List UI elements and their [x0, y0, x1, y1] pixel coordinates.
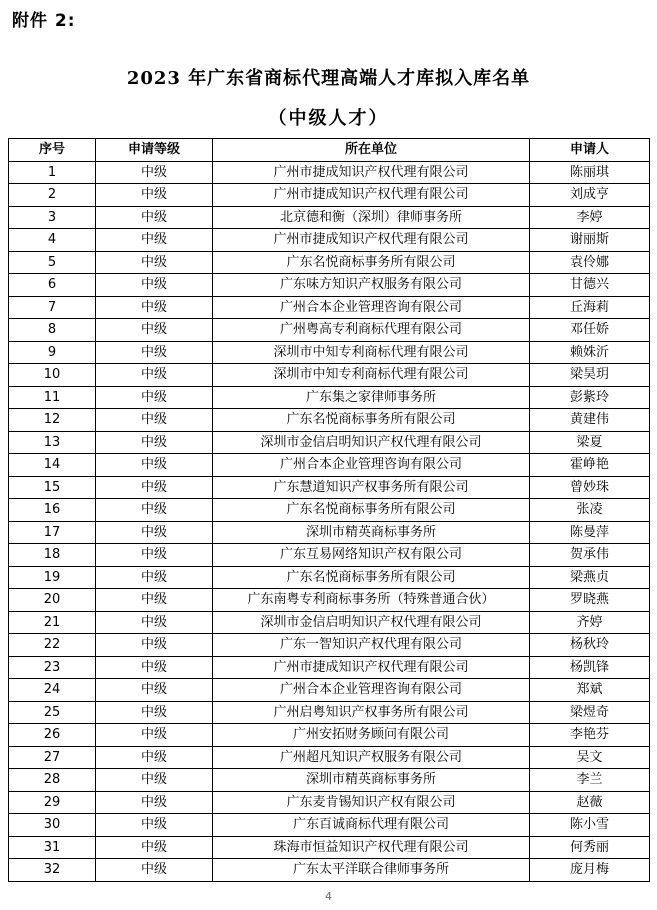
table-row: [9, 611, 650, 634]
header-level: 申请等级: [96, 139, 213, 162]
cell-level: 中级: [96, 814, 213, 837]
cell-organization: 广州合本企业管理咨询有限公司: [213, 296, 530, 319]
cell-applicant: 齐婷: [530, 611, 650, 634]
cell-index: 10: [9, 364, 96, 387]
cell-level: 中级: [96, 746, 213, 769]
cell-organization: 广东名悦商标事务所有限公司: [213, 499, 530, 522]
cell-applicant: 梁煜奇: [530, 701, 650, 724]
cell-organization: 珠海市恒益知识产权代理有限公司: [213, 836, 530, 859]
cell-organization: 广东慧道知识产权事务所有限公司: [213, 476, 530, 499]
table-row: [9, 499, 650, 522]
cell-applicant: 吴文: [530, 746, 650, 769]
cell-applicant: 贺承伟: [530, 544, 650, 567]
table-header-row: [9, 139, 650, 162]
cell-level: 中级: [96, 634, 213, 657]
cell-level: 中级: [96, 544, 213, 567]
cell-applicant: 谢丽斯: [530, 229, 650, 252]
table-row: [9, 724, 650, 747]
cell-organization: 广州合本企业管理咨询有限公司: [213, 679, 530, 702]
cell-level: 中级: [96, 679, 213, 702]
cell-applicant: 霍峥艳: [530, 454, 650, 477]
cell-applicant: 杨凯锋: [530, 656, 650, 679]
cell-index: 16: [9, 499, 96, 522]
cell-index: 3: [9, 206, 96, 229]
table-row: [9, 859, 650, 882]
cell-index: 12: [9, 409, 96, 432]
cell-level: 中级: [96, 454, 213, 477]
cell-organization: 深圳市精英商标事务所: [213, 769, 530, 792]
table-row: [9, 544, 650, 567]
cell-level: 中级: [96, 341, 213, 364]
cell-level: 中级: [96, 431, 213, 454]
cell-level: 中级: [96, 476, 213, 499]
cell-applicant: 张凌: [530, 499, 650, 522]
cell-applicant: 赵薇: [530, 791, 650, 814]
table-row: [9, 184, 650, 207]
cell-applicant: 杨秋玲: [530, 634, 650, 657]
cell-organization: 广东太平洋联合律师事务所: [213, 859, 530, 882]
cell-organization: 北京德和衡（深圳）律师事务所: [213, 206, 530, 229]
cell-level: 中级: [96, 274, 213, 297]
table-row: [9, 791, 650, 814]
cell-level: 中级: [96, 386, 213, 409]
cell-level: 中级: [96, 409, 213, 432]
cell-applicant: 邓任娇: [530, 319, 650, 342]
table-row: [9, 319, 650, 342]
cell-organization: 广东互易网络知识产权有限公司: [213, 544, 530, 567]
cell-organization: 深圳市金信启明知识产权代理有限公司: [213, 431, 530, 454]
cell-applicant: 甘德兴: [530, 274, 650, 297]
cell-applicant: 罗晓燕: [530, 589, 650, 612]
header-applicant: 申请人: [530, 139, 650, 162]
cell-level: 中级: [96, 364, 213, 387]
cell-level: 中级: [96, 251, 213, 274]
cell-level: 中级: [96, 769, 213, 792]
cell-index: 29: [9, 791, 96, 814]
cell-index: 27: [9, 746, 96, 769]
cell-index: 15: [9, 476, 96, 499]
cell-applicant: 曾妙珠: [530, 476, 650, 499]
cell-level: 中级: [96, 319, 213, 342]
cell-index: 20: [9, 589, 96, 612]
cell-level: 中级: [96, 791, 213, 814]
cell-organization: 广州市捷成知识产权代理有限公司: [213, 656, 530, 679]
cell-level: 中级: [96, 229, 213, 252]
cell-organization: 广东百诚商标代理有限公司: [213, 814, 530, 837]
cell-index: 14: [9, 454, 96, 477]
cell-index: 9: [9, 341, 96, 364]
cell-level: 中级: [96, 566, 213, 589]
table-row: [9, 589, 650, 612]
header-index: 序号: [9, 139, 96, 162]
table-row: [9, 566, 650, 589]
cell-applicant: 梁昊玥: [530, 364, 650, 387]
cell-index: 17: [9, 521, 96, 544]
cell-organization: 广州市捷成知识产权代理有限公司: [213, 161, 530, 184]
table-row: [9, 476, 650, 499]
cell-index: 8: [9, 319, 96, 342]
cell-applicant: 彭紫玲: [530, 386, 650, 409]
cell-organization: 深圳市中知专利商标代理有限公司: [213, 364, 530, 387]
cell-organization: 深圳市中知专利商标代理有限公司: [213, 341, 530, 364]
cell-organization: 广州安拓财务顾问有限公司: [213, 724, 530, 747]
candidate-table: [8, 138, 650, 882]
cell-organization: 广州市捷成知识产权代理有限公司: [213, 184, 530, 207]
cell-level: 中级: [96, 724, 213, 747]
cell-applicant: 庞月梅: [530, 859, 650, 882]
cell-organization: 广东一智知识产权代理有限公司: [213, 634, 530, 657]
cell-level: 中级: [96, 206, 213, 229]
cell-organization: 深圳市精英商标事务所: [213, 521, 530, 544]
cell-index: 22: [9, 634, 96, 657]
cell-applicant: 刘成亨: [530, 184, 650, 207]
table-row: [9, 701, 650, 724]
cell-index: 21: [9, 611, 96, 634]
cell-organization: 深圳市金信启明知识产权代理有限公司: [213, 611, 530, 634]
table-row: [9, 409, 650, 432]
cell-index: 5: [9, 251, 96, 274]
cell-index: 13: [9, 431, 96, 454]
cell-organization: 广州粤高专利商标代理有限公司: [213, 319, 530, 342]
cell-applicant: 赖姝沂: [530, 341, 650, 364]
cell-applicant: 梁夏: [530, 431, 650, 454]
header-organization: 所在单位: [213, 139, 530, 162]
cell-level: 中级: [96, 296, 213, 319]
table-row: [9, 341, 650, 364]
cell-applicant: 李艳芬: [530, 724, 650, 747]
cell-index: 30: [9, 814, 96, 837]
table-row: [9, 679, 650, 702]
table-row: [9, 521, 650, 544]
cell-organization: 广东名悦商标事务所有限公司: [213, 251, 530, 274]
table-row: [9, 814, 650, 837]
cell-index: 32: [9, 859, 96, 882]
cell-level: 中级: [96, 161, 213, 184]
cell-level: 中级: [96, 184, 213, 207]
cell-organization: 广州启粤知识产权事务所有限公司: [213, 701, 530, 724]
cell-index: 7: [9, 296, 96, 319]
cell-level: 中级: [96, 521, 213, 544]
cell-level: 中级: [96, 499, 213, 522]
table-row: [9, 161, 650, 184]
table-row: [9, 296, 650, 319]
cell-index: 23: [9, 656, 96, 679]
table-row: [9, 206, 650, 229]
cell-organization: 广州市捷成知识产权代理有限公司: [213, 229, 530, 252]
cell-index: 6: [9, 274, 96, 297]
cell-level: 中级: [96, 701, 213, 724]
cell-organization: 广东南粤专利商标事务所（特殊普通合伙）: [213, 589, 530, 612]
cell-index: 1: [9, 161, 96, 184]
table-row: [9, 454, 650, 477]
document-title: 2023 年广东省商标代理高端人才库拟入库名单: [126, 68, 531, 89]
cell-applicant: 袁伶娜: [530, 251, 650, 274]
cell-applicant: 陈小雪: [530, 814, 650, 837]
cell-level: 中级: [96, 589, 213, 612]
cell-applicant: 李婷: [530, 206, 650, 229]
cell-applicant: 陈丽琪: [530, 161, 650, 184]
cell-applicant: 陈曼萍: [530, 521, 650, 544]
cell-applicant: 梁燕贞: [530, 566, 650, 589]
table-row: [9, 746, 650, 769]
cell-index: 4: [9, 229, 96, 252]
cell-level: 中级: [96, 859, 213, 882]
cell-index: 2: [9, 184, 96, 207]
cell-organization: 广东味方知识产权服务有限公司: [213, 274, 530, 297]
cell-organization: 广州合本企业管理咨询有限公司: [213, 454, 530, 477]
cell-level: 中级: [96, 836, 213, 859]
table-row: [9, 656, 650, 679]
document-subtitle: （中级人才）: [268, 108, 389, 129]
table-row: [9, 251, 650, 274]
cell-organization: 广东集之家律师事务所: [213, 386, 530, 409]
table-row: [9, 274, 650, 297]
cell-index: 18: [9, 544, 96, 567]
cell-index: 31: [9, 836, 96, 859]
cell-index: 19: [9, 566, 96, 589]
cell-index: 28: [9, 769, 96, 792]
cell-applicant: 李兰: [530, 769, 650, 792]
cell-applicant: 郑斌: [530, 679, 650, 702]
cell-applicant: 丘海莉: [530, 296, 650, 319]
table-row: [9, 836, 650, 859]
table-row: [9, 229, 650, 252]
table-row: [9, 634, 650, 657]
cell-index: 26: [9, 724, 96, 747]
cell-applicant: 黄建伟: [530, 409, 650, 432]
cell-organization: 广东名悦商标事务所有限公司: [213, 566, 530, 589]
page-number: 4: [325, 890, 332, 903]
cell-index: 24: [9, 679, 96, 702]
cell-organization: 广州超凡知识产权服务有限公司: [213, 746, 530, 769]
cell-index: 11: [9, 386, 96, 409]
attachment-label: 附件 2:: [12, 11, 76, 31]
table-row: [9, 769, 650, 792]
cell-index: 25: [9, 701, 96, 724]
cell-applicant: 何秀丽: [530, 836, 650, 859]
cell-level: 中级: [96, 656, 213, 679]
cell-level: 中级: [96, 611, 213, 634]
table-row: [9, 431, 650, 454]
table-row: [9, 364, 650, 387]
table-row: [9, 386, 650, 409]
cell-organization: 广东名悦商标事务所有限公司: [213, 409, 530, 432]
cell-organization: 广东麦肯锡知识产权有限公司: [213, 791, 530, 814]
